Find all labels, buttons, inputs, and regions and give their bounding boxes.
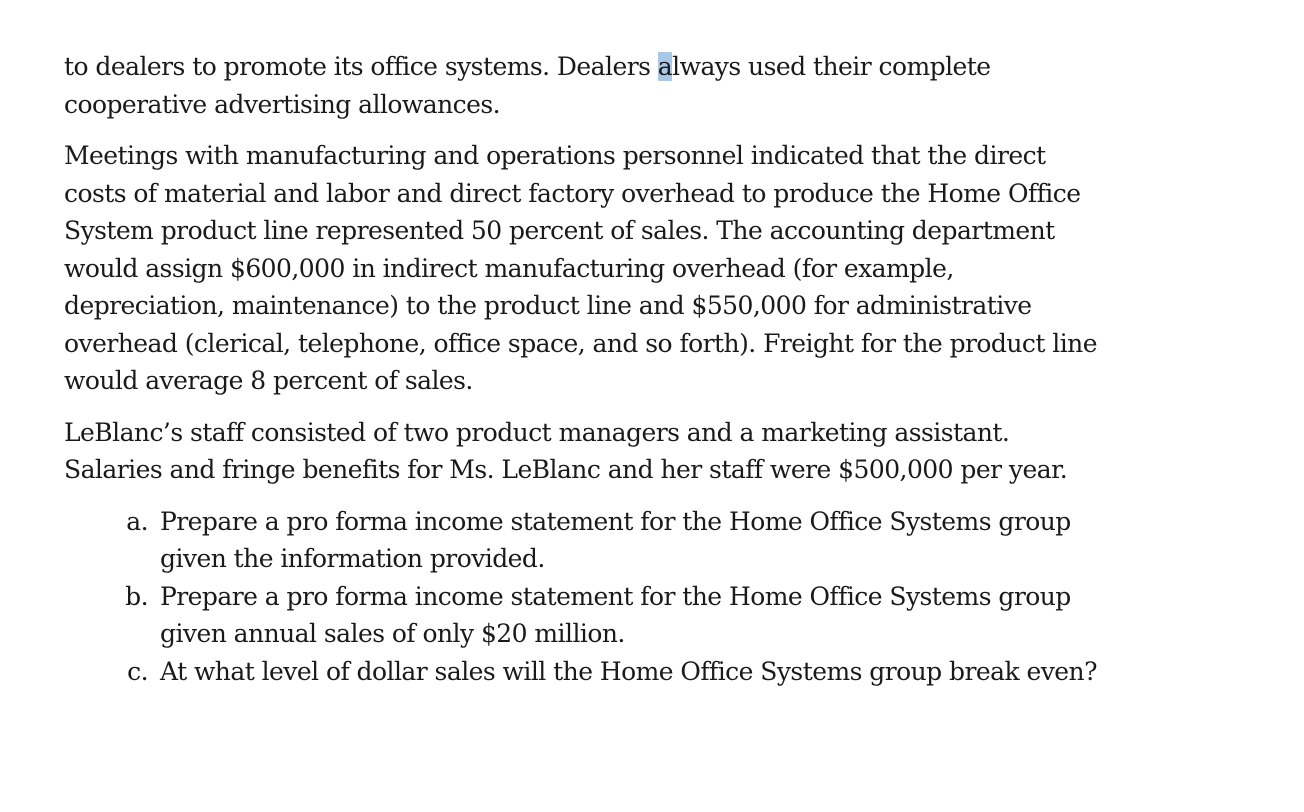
paragraph-staff [64, 414, 1264, 489]
text-line: Prepare a pro forma income statement for the Home Office Systems group [160, 506, 1071, 536]
text-segment: to dealers to promote its office systems. Dealers [64, 52, 658, 81]
text-line: costs of material and labor and direct factory overhead to produce the Home Office [64, 178, 1081, 208]
list-marker: b. [125, 581, 148, 611]
text-line: would assign $600,000 in indirect manufacturing overhead (for example, [64, 253, 954, 283]
list-marker: a. [126, 506, 148, 536]
text-line: overhead (clerical, telephone, office space, and so forth). Freight for the product line [64, 328, 1097, 358]
text-line: depreciation, maintenance) to the product line and $550,000 for administrative [64, 291, 1032, 320]
question-list [64, 503, 1264, 691]
text-line: Meetings with manufacturing and operations personnel indicated that the direct [64, 141, 1046, 170]
text-line [64, 48, 1264, 86]
question-item-c [64, 653, 1264, 691]
text-line: given the information provided. [160, 544, 545, 573]
question-item-b [64, 578, 1264, 653]
text-line: cooperative advertising allowances. [64, 89, 501, 119]
text-line: LeBlanc’s staff consisted of two product managers and a marketing assistant. [64, 417, 1010, 447]
text-segment: lways used their complete [672, 52, 991, 81]
text-line: Salaries and fringe benefits for Ms. LeBlanc and her staff were $500,000 per year. [64, 455, 1068, 484]
question-item-a [64, 503, 1264, 578]
selection-highlight[interactable]: a [657, 52, 673, 81]
text-line: System product line represented 50 percent of sales. The accounting department [64, 216, 1055, 245]
text-line: Prepare a pro forma income statement for the Home Office Systems group [160, 581, 1071, 611]
paragraph-meetings [64, 137, 1264, 400]
list-marker: c. [127, 656, 148, 686]
paragraph-dealers [64, 48, 1264, 123]
text-line: given annual sales of only $20 million. [160, 619, 625, 648]
text-line: would average 8 percent of sales. [64, 366, 473, 395]
document-page [64, 48, 1264, 690]
text-line: At what level of dollar sales will the Home Office Systems group break even? [160, 656, 1097, 686]
